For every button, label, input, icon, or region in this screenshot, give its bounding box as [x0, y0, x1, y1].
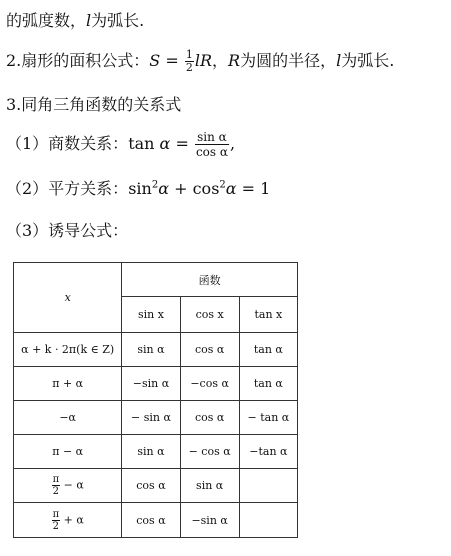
fraction-half [185, 49, 194, 74]
cell-cos: cos α [180, 333, 239, 367]
induction-formula-table [13, 262, 298, 538]
math-sup: 2 [219, 179, 226, 191]
cell-tan: − tan α [239, 401, 297, 435]
frac-den: 2 [52, 486, 60, 497]
math-eq: = [160, 51, 184, 70]
math-fn-cos: cos [192, 179, 220, 198]
item-identities-heading [6, 92, 181, 115]
frac-den: 2 [52, 520, 60, 532]
cell-tan: tan α [239, 333, 297, 367]
frac-num: 1 [185, 48, 193, 61]
frac-num: sin α [195, 130, 229, 145]
cell-x: π − α [14, 435, 122, 469]
header-x: x [14, 263, 122, 333]
frac-den: cos α [195, 145, 228, 159]
cell-cos: −cos α [180, 367, 239, 401]
math-sup: 2 [151, 179, 159, 191]
cell-x-op: + α [63, 513, 84, 526]
cell-cos: cos α [180, 401, 239, 435]
cell-tan: tan α [239, 367, 297, 401]
text-span: 为弧长. [91, 11, 145, 30]
fraction-sin-over-cos [195, 130, 229, 159]
cell-sin: −sin α [122, 367, 180, 401]
header-function: 函数 [122, 263, 298, 297]
math-var-lR: lR [194, 51, 212, 70]
text-span: 的弧度数， [6, 11, 87, 30]
cell-sin: cos α [122, 503, 180, 538]
frac-num: π [52, 474, 60, 485]
item-label: 2.扇形的面积公式： [6, 51, 150, 70]
text-span: 为圆的半径， [240, 51, 337, 70]
header-cos-x: cos x [180, 297, 239, 333]
text-line-arc-radian [6, 8, 144, 31]
math-var-alpha: α [154, 134, 171, 153]
table-row [14, 469, 298, 503]
math-fn-sin: sin [128, 179, 152, 198]
cell-sin: − sin α [122, 401, 180, 435]
text-span: 为弧长. [341, 51, 395, 70]
sub-label: （1）商数关系： [6, 134, 129, 153]
math-eq: = [170, 134, 194, 153]
frac-num: π [52, 508, 60, 520]
table-row [14, 401, 298, 435]
table-row [14, 367, 298, 401]
math-var-l: l [86, 11, 92, 30]
math-var-l: l [336, 51, 342, 70]
math-fn-tan: tan [128, 134, 155, 153]
table-row [14, 435, 298, 469]
cell-x: α + k · 2π(k ∈ Z) [14, 333, 122, 367]
math-var-alpha: α [225, 179, 237, 198]
cell-tan [239, 503, 297, 538]
cell-sin: sin α [122, 435, 180, 469]
cell-sin: sin α [122, 333, 180, 367]
cell-cos: sin α [180, 469, 239, 503]
cell-tan: −tan α [239, 435, 297, 469]
cell-x-op: − α [63, 478, 84, 492]
math-var-alpha: α [158, 179, 170, 198]
math-op: + [169, 179, 193, 198]
sub-square-relation [6, 176, 270, 199]
cell-x [14, 503, 122, 538]
text-span: ， [212, 51, 229, 70]
cell-sin: cos α [122, 469, 180, 503]
fraction-pi-over-2 [52, 474, 61, 497]
sub-induction-formulas [6, 218, 128, 241]
sub-label: （2）平方关系： [6, 179, 129, 198]
cell-tan [239, 469, 297, 503]
cell-cos: −sin α [180, 503, 239, 538]
math-eq: = 1 [236, 179, 271, 198]
sub-label: （3）诱导公式： [6, 221, 129, 240]
table-row [14, 333, 298, 367]
cell-x [14, 469, 122, 503]
cell-cos: − cos α [180, 435, 239, 469]
math-var-S: S [149, 51, 161, 70]
math-var-R: R [228, 51, 241, 70]
fraction-pi-over-2 [52, 509, 61, 532]
item-sector-area [6, 48, 394, 74]
cell-x: −α [14, 401, 122, 435]
text-span: , [229, 134, 236, 153]
cell-x: π + α [14, 367, 122, 401]
table-row [14, 503, 298, 538]
header-sin-x: sin x [122, 297, 180, 333]
header-tan-x: tan x [239, 297, 297, 333]
item-label: 3.同角三角函数的关系式 [6, 95, 182, 114]
frac-den: 2 [185, 61, 193, 74]
sub-quotient-relation [6, 130, 235, 159]
